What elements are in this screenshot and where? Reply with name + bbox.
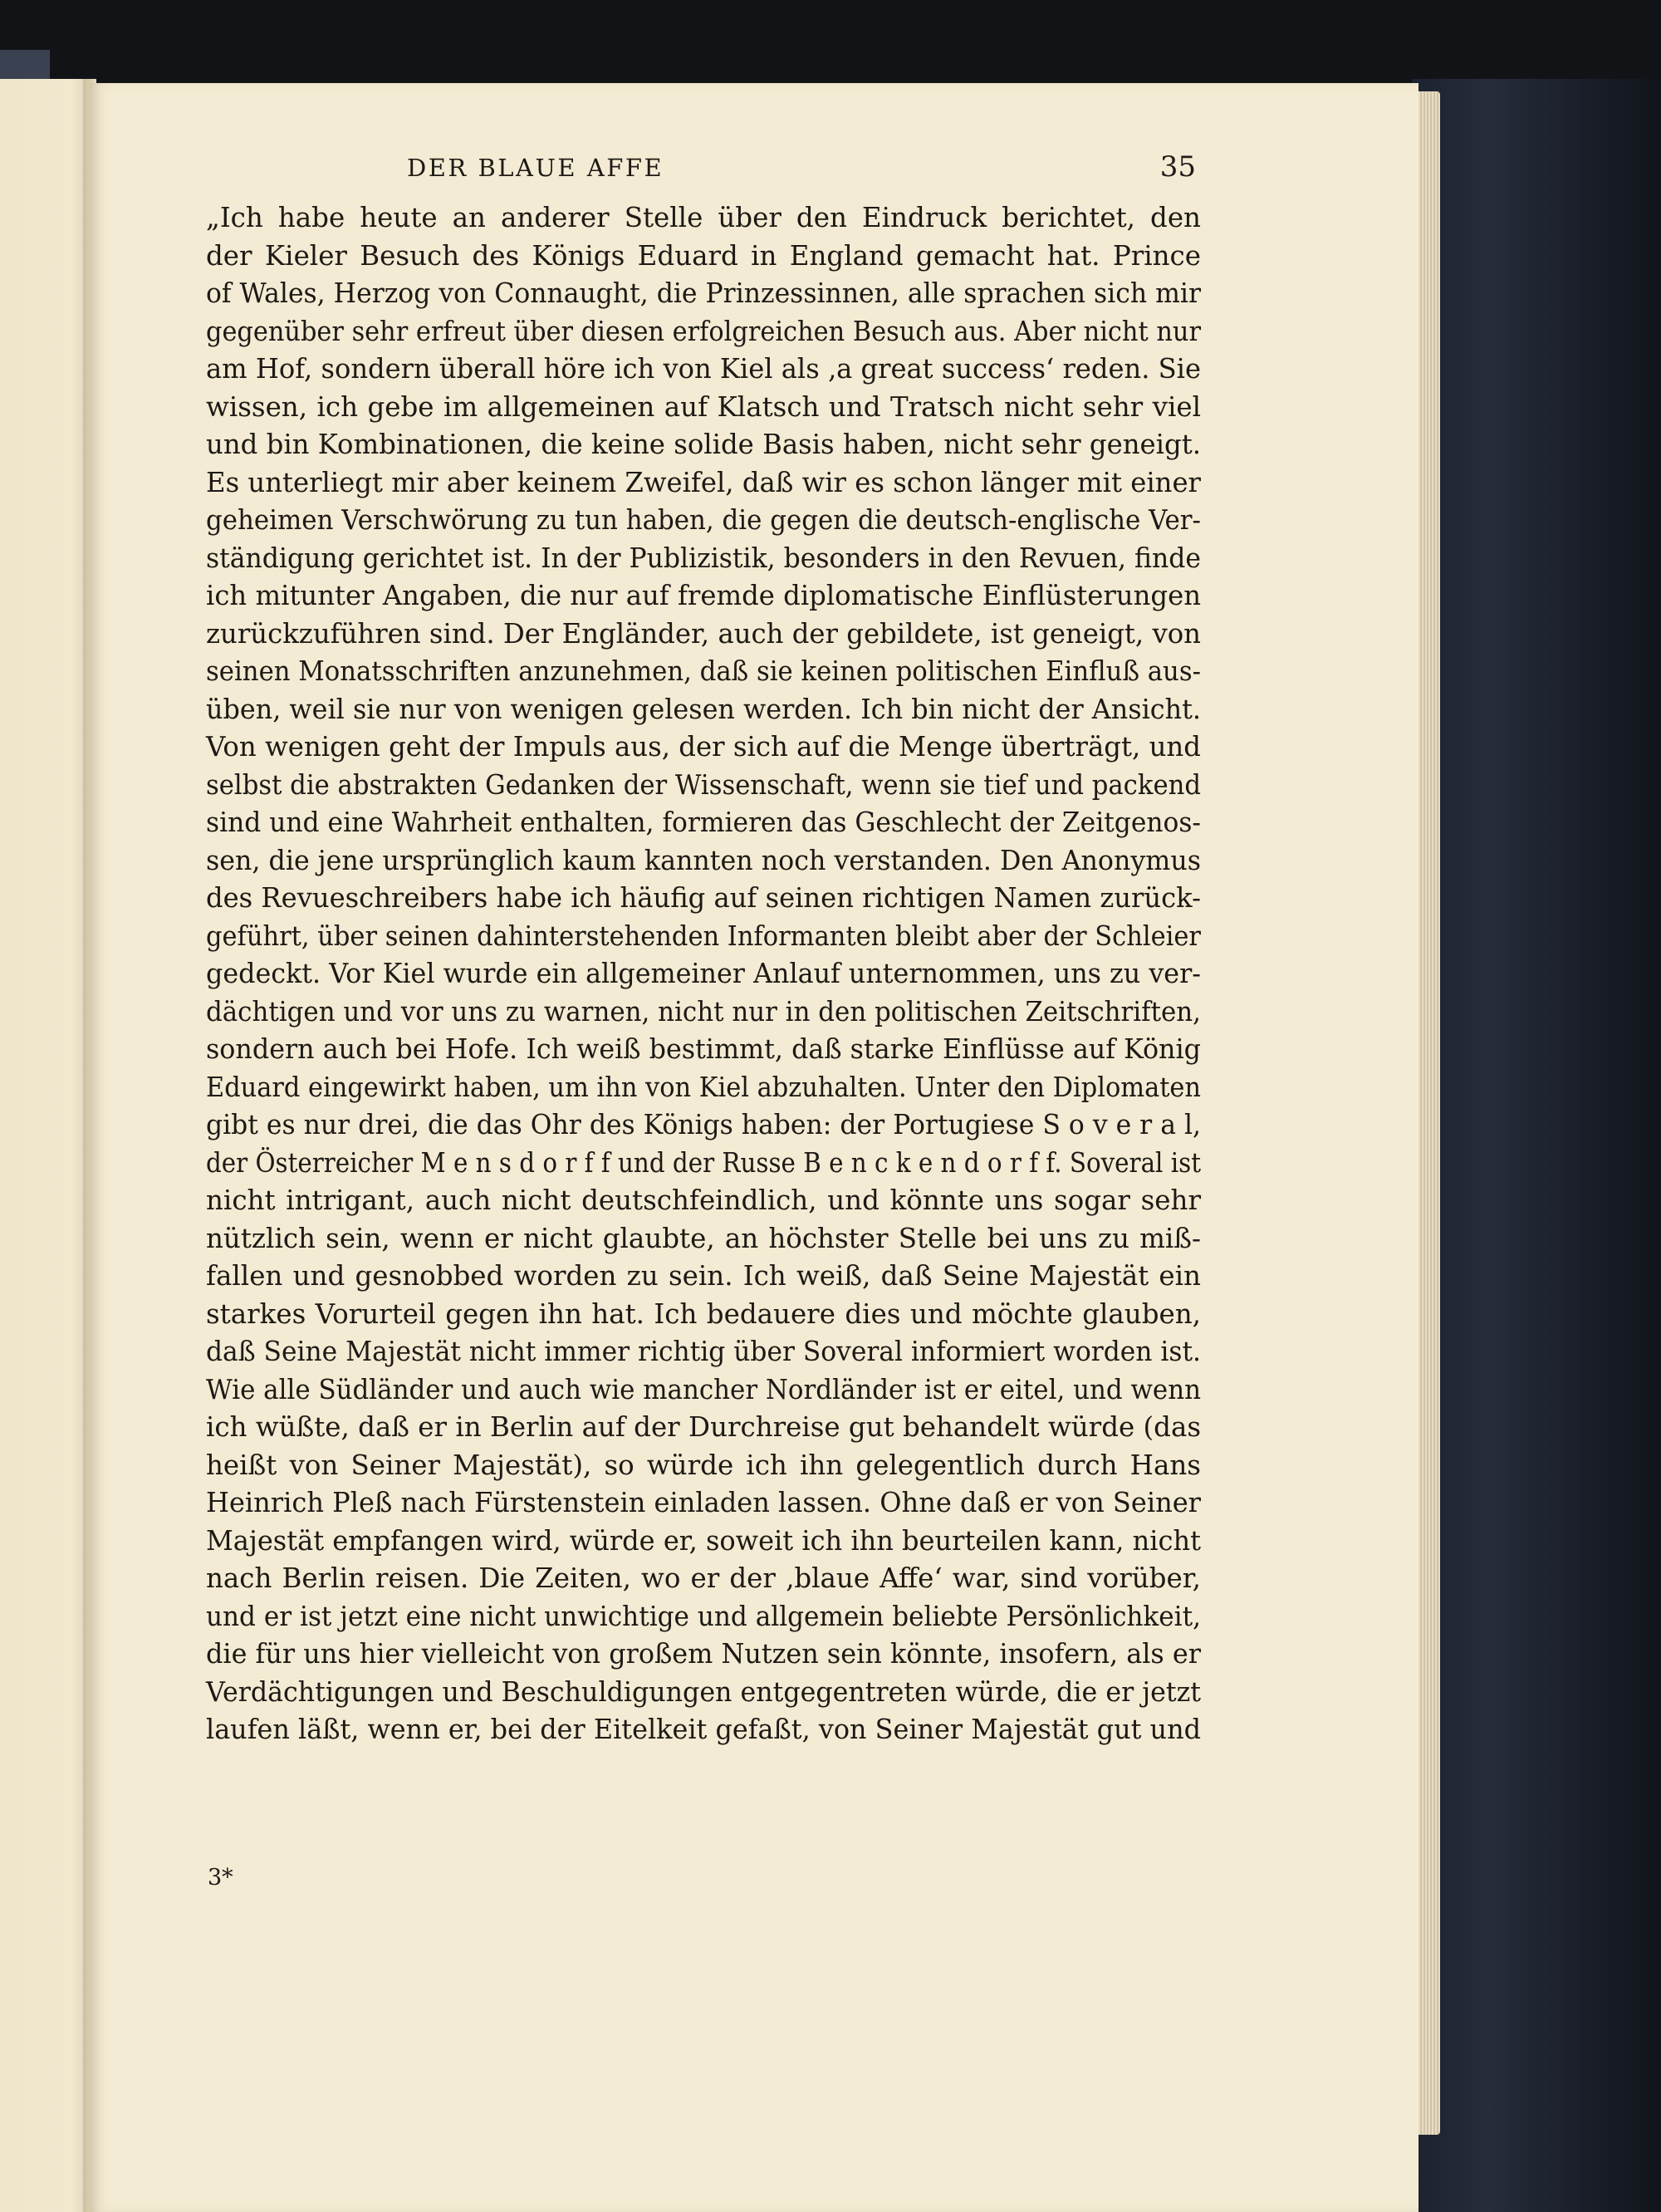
text-line: ich wüßte, daß er in Berlin auf der Durchreise gut behandelt würde (das: [206, 1411, 1201, 1443]
page-number: 35: [1159, 150, 1196, 184]
text-line: Heinrich Pleß nach Fürstenstein einladen lassen. Ohne daß er von Seiner: [206, 1487, 1201, 1518]
text-line: Verdächtigungen und Beschuldigungen entgegentreten würde, die er jetzt: [206, 1675, 1201, 1708]
text-line: Eduard eingewirkt haben, um ihn von Kiel abzuhalten. Unter den Diplomaten: [206, 1071, 1201, 1103]
text-line: ich mitunter Angaben, die nur auf fremde diplomatische Einflüsterungen: [206, 580, 1201, 611]
text-line: gibt es nur drei, die das Ohr des Königs haben: der Portugiese S o v e r a l,: [206, 1109, 1201, 1140]
text-line: Von wenigen geht der Impuls aus, der sich auf die Menge überträgt, und: [206, 731, 1201, 763]
text-line: Es unterliegt mir aber keinem Zweifel, daß wir es schon länger mit einer: [206, 466, 1201, 498]
text-line: ständigung gerichtet ist. In der Publizistik, besonders in den Revuen, finde: [206, 542, 1201, 574]
text-line: Majestät empfangen wird, würde er, soweit ich ihn beurteilen kann, nicht: [206, 1524, 1201, 1557]
text-line: fallen und gesnobbed worden zu sein. Ich weiß, daß Seine Majestät ein: [206, 1260, 1201, 1292]
text-line: gegenüber sehr erfreut über diesen erfolgreichen Besuch aus. Aber nicht nur: [206, 315, 1201, 347]
text-line: Wie alle Südländer und auch wie mancher Nordländer ist er eitel, und wenn: [206, 1373, 1201, 1405]
text-line: nützlich sein, wenn er nicht glaubte, an höchster Stelle bei uns zu miß-: [206, 1222, 1201, 1254]
text-line: laufen läßt, wenn er, bei der Eitelkeit gefaßt, von Seiner Majestät gut und: [206, 1714, 1201, 1745]
text-line: und bin Kombinationen, die keine solide Basis haben, nicht sehr geneigt.: [206, 429, 1201, 460]
text-line: geführt, über seinen dahinterstehenden Informanten bleibt aber der Schleier: [206, 920, 1201, 952]
body-text: [206, 199, 1201, 1749]
text-line: und er ist jetzt eine nicht unwichtige und allgemein beliebte Persönlichkeit,: [206, 1600, 1201, 1632]
text-line: die für uns hier vielleicht von großem Nutzen sein könnte, insofern, als er: [206, 1638, 1201, 1670]
book-cover-edge: [1412, 79, 1661, 2212]
text-line: nach Berlin reisen. Die Zeiten, wo er der ‚blaue Affe‘ war, sind vorüber,: [206, 1562, 1201, 1594]
text-line: sind und eine Wahrheit enthalten, formieren das Geschlecht der Zeitgenos-: [206, 807, 1201, 838]
text-line: sen, die jene ursprünglich kaum kannten noch verstanden. Den Anonymus: [206, 844, 1201, 876]
text-line: des Revueschreibers habe ich häufig auf seinen richtigen Namen zurück-: [206, 882, 1201, 914]
text-line: der Kieler Besuch des Königs Eduard in England gemacht hat. Prince: [206, 239, 1201, 272]
text-line: der Österreicher M e n s d o r f f und der Russe B e n c k e n d o r f f. Soveral ist: [206, 1146, 1201, 1179]
text-line: heißt von Seiner Majestät), so würde ich ihn gelegentlich durch Hans: [206, 1449, 1201, 1481]
text-line: starkes Vorurteil gegen ihn hat. Ich bedauere dies und möchte glauben,: [206, 1297, 1201, 1330]
text-line: wissen, ich gebe im allgemeinen auf Klatsch und Tratsch nicht sehr viel: [206, 390, 1201, 423]
text-line: nicht intrigant, auch nicht deutschfeindlich, und könnte uns sogar sehr: [206, 1184, 1201, 1216]
text-line: „Ich habe heute an anderer Stelle über den Eindruck berichtet, den: [206, 202, 1201, 233]
signature-mark: 3*: [208, 1865, 233, 1891]
text-line: daß Seine Majestät nicht immer richtig über Soveral informiert worden ist.: [206, 1336, 1201, 1367]
running-title: DER BLAUE AFFE: [407, 154, 664, 182]
text-line: zurückzuführen sind. Der Engländer, auch der gebildete, ist geneigt, von: [206, 617, 1201, 650]
text-line: gedeckt. Vor Kiel wurde ein allgemeiner Anlauf unternommen, uns zu ver-: [206, 958, 1201, 989]
text-line: dächtigen und vor uns zu warnen, nicht nur in den politischen Zeitschriften,: [206, 995, 1201, 1028]
text-line: üben, weil sie nur von wenigen gelesen werden. Ich bin nicht der Ansicht.: [206, 693, 1201, 725]
text-line: am Hof, sondern überall höre ich von Kiel als ‚a great success‘ reden. Sie: [206, 353, 1201, 385]
text-line: geheimen Verschwörung zu tun haben, die gegen die deutsch-englische Ver-: [206, 504, 1201, 536]
left-page-margin: [0, 79, 90, 2212]
text-line: selbst die abstrakten Gedanken der Wissenschaft, wenn sie tief und packend: [206, 768, 1201, 801]
text-line: seinen Monatsschriften anzunehmen, daß sie keinen politischen Einfluß aus-: [206, 655, 1201, 687]
left-cover-strip: [0, 50, 50, 83]
text-line: sondern auch bei Hofe. Ich weiß bestimmt, daß starke Einflüsse auf König: [206, 1033, 1201, 1065]
text-line: of Wales, Herzog von Connaught, die Prinzessinnen, alle sprachen sich mir: [206, 277, 1201, 309]
